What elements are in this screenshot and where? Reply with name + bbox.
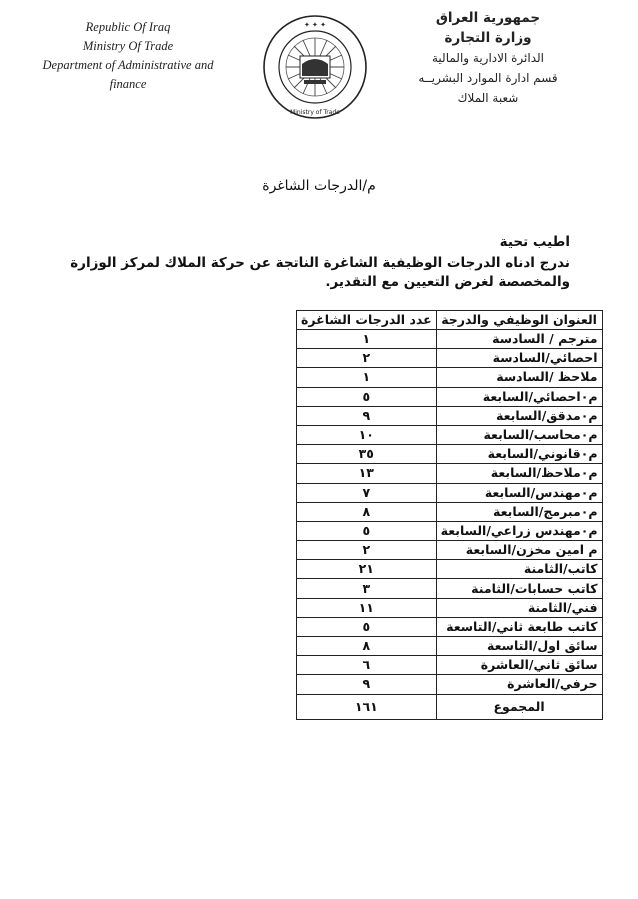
table-row [297,656,603,675]
english-letterhead [18,18,238,94]
job-title-cell: م٠مبرمج/السابعة [436,502,602,521]
en-country: Republic Of Iraq [85,20,171,34]
vacant-count-cell: ٣ [297,579,437,598]
vacant-count-cell: ٨ [297,502,437,521]
ar-section: شعبة الملاك [457,91,519,105]
vacant-count-cell: ٧ [297,483,437,502]
vacant-count-cell: ٢ [297,349,437,368]
table-row [297,502,603,521]
vacant-grades-table [296,310,603,720]
job-title-cell: م٠قانوني/السابعة [436,445,602,464]
table-row [297,464,603,483]
total-label: المجموع [436,694,602,719]
job-title-cell: سائق اول/التاسعة [436,637,602,656]
vacant-count-cell: ١٣ [297,464,437,483]
table-row [297,483,603,502]
table-header-row [297,311,603,330]
ar-ministry: وزارة التجارة [444,30,532,46]
vacant-count-cell: ٣٥ [297,445,437,464]
letter-greeting: اطيب تحية [499,234,570,250]
job-title-cell: م٠مهندس زراعي/السابعة [436,521,602,540]
table-row [297,637,603,656]
letter-body: ندرج ادناه الدرجات الوظيفية الشاغرة الناتجة عن حركة الملاك لمركز الوزارة والمخصصة لغرض التعيين مع التقدير. [70,255,570,290]
vacant-count-cell: ٦ [297,656,437,675]
en-ministry: Ministry Of Trade [82,39,174,53]
table-row [297,406,603,425]
table-row [297,579,603,598]
table-row [297,425,603,444]
table-row [297,617,603,636]
en-department-cont: finance [109,77,147,91]
total-count: ١٦١ [297,694,437,719]
svg-text:Ministry of Trade: Ministry of Trade [290,109,340,116]
job-title-cell: م امين مخزن/السابعة [436,541,602,560]
job-title-cell: م٠محاسب/السابعة [436,425,602,444]
job-title-cell: فني/الثامنة [436,598,602,617]
table-row [297,675,603,694]
arabic-letterhead [388,8,588,108]
vacant-count-cell: ٥ [297,387,437,406]
table-row [297,541,603,560]
vacant-count-cell: ٥ [297,521,437,540]
job-title-cell: سائق ثاني/العاشرة [436,656,602,675]
table-row [297,445,603,464]
vacant-count-cell: ٢١ [297,560,437,579]
job-title-cell: كاتب طابعة ثاني/التاسعة [436,617,602,636]
table-row [297,387,603,406]
ministry-seal-icon [262,14,368,120]
vacant-count-cell: ٢ [297,541,437,560]
job-title-cell: احصائي/السادسة [436,349,602,368]
en-department: Department of Administrative and [42,58,214,72]
table-row [297,560,603,579]
job-title-cell: كاتب/الثامنة [436,560,602,579]
job-title-cell: ملاحظ /السادسة [436,368,602,387]
vacant-count-cell: ١ [297,368,437,387]
vacant-count-cell: ١٠ [297,425,437,444]
table-total-row [297,694,603,719]
job-title-cell: كاتب حسابات/الثامنة [436,579,602,598]
vacant-count-cell: ٥ [297,617,437,636]
svg-text:✦ ✦ ✦: ✦ ✦ ✦ [303,21,327,29]
job-title-cell: م٠ملاحظ/السابعة [436,464,602,483]
job-title-cell: م٠احصائي/السابعة [436,387,602,406]
letter-subject: م/الدرجات الشاغرة [262,178,376,194]
table-row [297,368,603,387]
header-job-title: العنوان الوظيفي والدرجة [436,311,602,330]
vacant-count-cell: ٩ [297,675,437,694]
job-title-cell: م٠مهندس/السابعة [436,483,602,502]
header-vacant-count: عدد الدرجات الشاغرة [297,311,437,330]
vacant-count-cell: ٩ [297,406,437,425]
table-row [297,349,603,368]
table-row [297,521,603,540]
vacant-count-cell: ١ [297,330,437,349]
vacant-count-cell: ٨ [297,637,437,656]
job-title-cell: مترجم / السادسة [436,330,602,349]
table-row [297,330,603,349]
job-title-cell: حرفي/العاشرة [436,675,602,694]
vacant-count-cell: ١١ [297,598,437,617]
table-row [297,598,603,617]
ar-directorate: الدائرة الادارية والمالية [431,51,544,65]
ar-department: قسم ادارة الموارد البشريــه [418,71,558,85]
job-title-cell: م٠مدقق/السابعة [436,406,602,425]
ar-country: جمهورية العراق [435,10,541,26]
